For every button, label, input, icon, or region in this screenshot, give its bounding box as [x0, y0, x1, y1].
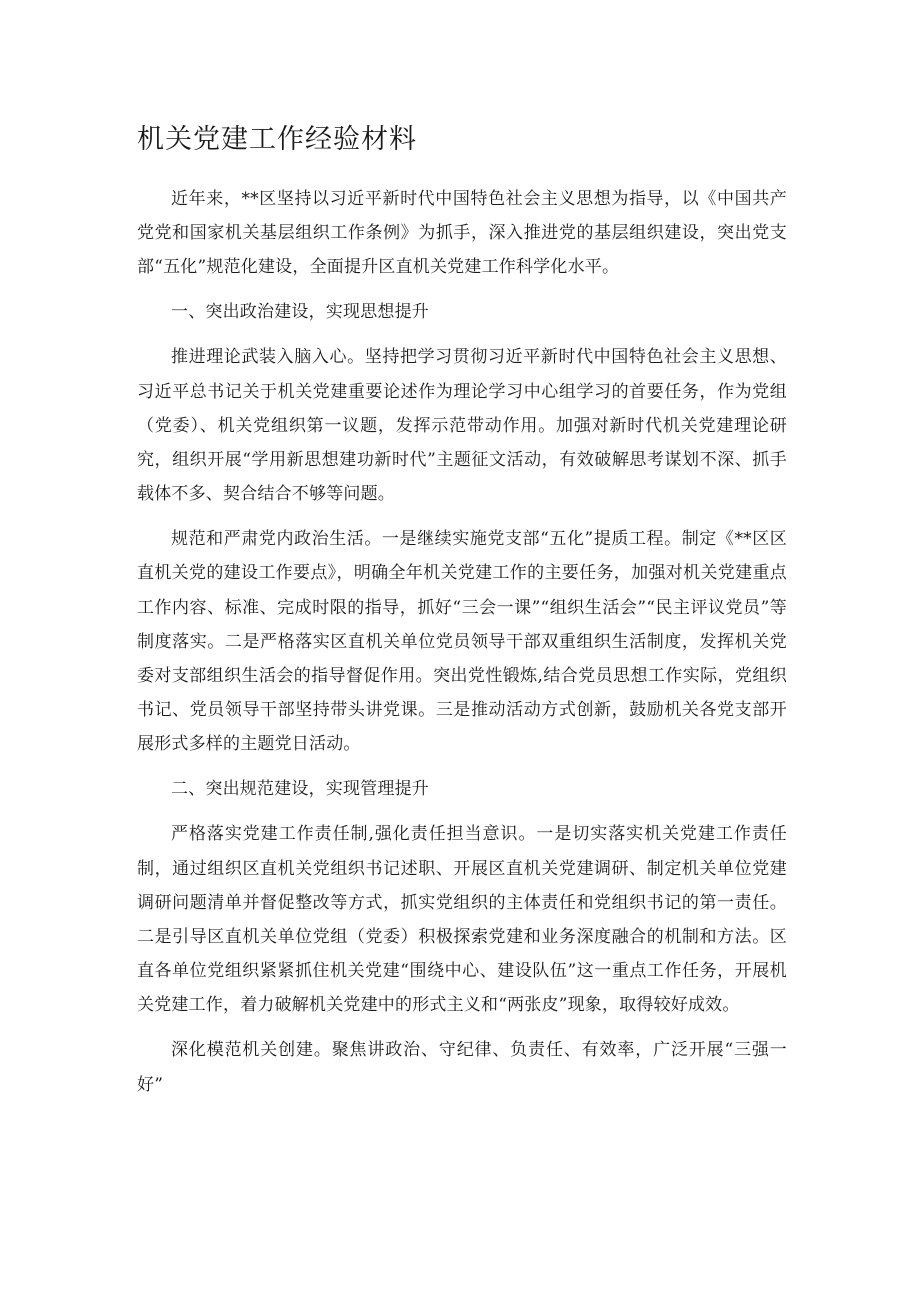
section-heading-1: 一、突出政治建设，实现思想提升: [171, 302, 429, 323]
intro-paragraph: 近年来，**区坚持以习近平新时代中国特色社会主义思想为指导，以《中国共产党党和国家机关基层组织工作条例》为抓手，深入推进党的基层组织建设，突出党支部“五化”规范化建设，全面提升区直机关党建工作科学化水平。: [137, 189, 787, 278]
body-paragraph: 规范和严肃党内政治生活。一是继续实施党支部“五化”提质工程。制定《**区区直机关党的建设工作要点》，明确全年机关党建工作的主要任务，加强对机关党建重点工作内容、标准、完成时限的指导，抓好“三会一课”“组织生活会”“民主评议党员”等制度落实。二是严格落实区直机关单位党员领导干部双重组织生活制度，发挥机关党委对支部组织生活会的指导督促作用。突出党性锻炼,结合党员思想工作实际，党组织书记、党员领导干部坚持带头讲党课。三是推动活动方式创新，鼓励机关各党支部开展形式多样的主题党日活动。: [137, 529, 787, 755]
body-paragraph: 严格落实党建工作责任制,强化责任担当意识。一是切实落实机关党建工作责任制，通过组织区直机关党组织书记述职、开展区直机关党建调研、制定机关单位党建调研问题清单并督促整改等方式，抓实党组织的主体责任和党组织书记的第一责任。二是引导区直机关单位党组（党委）积极探索党建和业务深度融合的机制和方法。区直各单位党组织紧紧抓住机关党建“围绕中心、建设队伍”这一重点工作任务，开展机关党建工作，着力破解机关党建中的形式主义和“两张皮”现象，取得较好成效。: [137, 824, 787, 1016]
document-title: 机关党建工作经验材料: [137, 124, 417, 155]
section-heading-2: 二、突出规范建设，实现管理提升: [171, 779, 429, 800]
body-paragraph: 推进理论武装入脑入心。坚持把学习贯彻习近平新时代中国特色社会主义思想、习近平总书记关于机关党建重要论述作为理论学习中心组学习的首要任务，作为党组（党委）、机关党组织第一议题，发挥示范带动作用。加强对新时代机关党建理论研究，组织开展“学用新思想建功新时代”主题征文活动，有效破解思考谋划不深、抓手载体不多、契合结合不够等问题。: [137, 347, 787, 505]
body-paragraph: 深化模范机关创建。聚焦讲政治、守纪律、负责任、有效率，广泛开展“三强一好”: [137, 1040, 787, 1095]
document-body: [137, 182, 787, 1113]
